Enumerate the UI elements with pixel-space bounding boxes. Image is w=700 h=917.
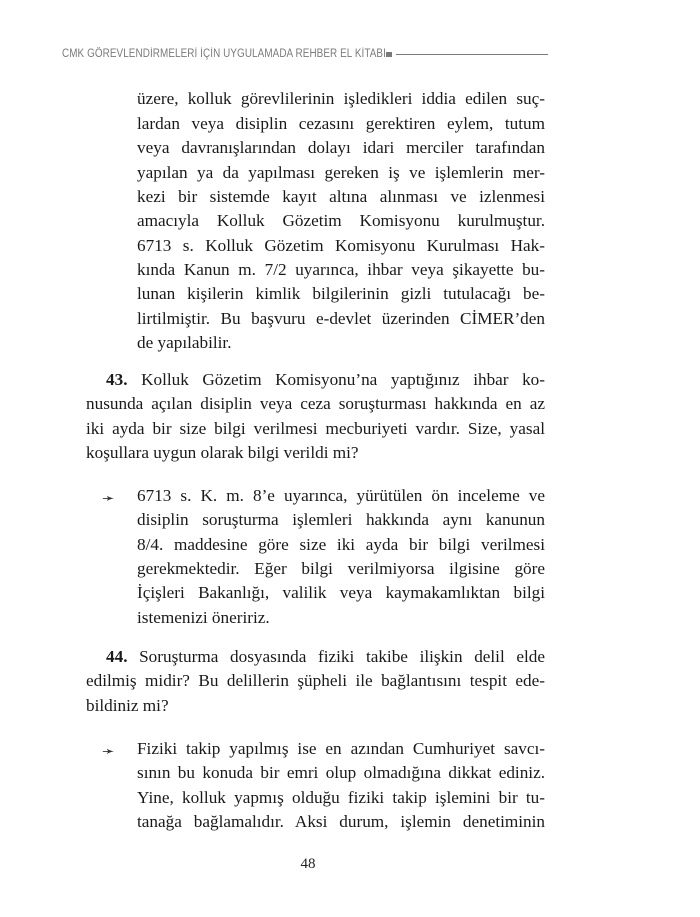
text-line: gerekmektedir. Eğer bilgi verilmiyorsa ilgisine göre bbox=[137, 559, 545, 578]
text-line: lirtilmiştir. Bu başvuru e-devlet üzerinden CİMER’den bbox=[137, 309, 545, 328]
text-line: kında Kanun m. 7/2 uyarınca, ihbar veya şikayette bu- bbox=[137, 260, 545, 279]
question-first-line: 44. Soruşturma dosyasında fiziki takibe ilişkin delil elde bbox=[106, 647, 546, 666]
question-first-line: 43. Kolluk Gözetim Komisyonu’na yaptığınız ihbar ko- bbox=[106, 370, 545, 389]
text-line: 8/4. maddesine göre size iki ayda bir bilgi verilmesi bbox=[137, 535, 545, 554]
text-line: disiplin soruşturma işlemleri hakkında aynı kanunun bbox=[137, 510, 545, 529]
text-line: Yine, kolluk yapmış olduğu fiziki takip işlemini bir tu- bbox=[137, 788, 545, 807]
text-line: İçişleri Bakanlığı, valilik veya kaymakamlıktan bilgi bbox=[137, 583, 545, 602]
text-line: koşullara uygun olarak bilgi verildi mi? bbox=[86, 443, 359, 462]
text-line: istemenizi öneririz. bbox=[137, 608, 270, 627]
text-line: 6713 s. Kolluk Gözetim Komisyonu Kurulması Hak- bbox=[137, 236, 545, 255]
text-line: lardan veya disiplin cezasını gerektiren eylem, tutum bbox=[137, 114, 545, 133]
arrow-right-icon: ➛ bbox=[102, 742, 115, 760]
text-line: bildiniz mi? bbox=[86, 696, 169, 715]
text-line: tanağa bağlamalıdır. Aksi durum, işlemin denetiminin bbox=[137, 812, 545, 831]
text-line: Fiziki takip yapılmış ise en azından Cumhuriyet savcı- bbox=[137, 739, 545, 758]
header-square-ornament bbox=[386, 52, 392, 57]
text-line: nusunda açılan disiplin veya ceza soruşturması hakkında en az bbox=[86, 394, 545, 413]
text-line: lunan kişilerin kimlik bilgilerinin gizli tutulacağı be- bbox=[137, 284, 545, 303]
arrow-right-icon: ➛ bbox=[102, 489, 115, 507]
running-header bbox=[62, 44, 548, 64]
text-line: de yapılabilir. bbox=[137, 333, 232, 352]
text-line: edilmiş midir? Bu delillerin şüpheli ile bağlantısını tespit ede- bbox=[86, 671, 545, 690]
text-line: 6713 s. K. m. 8’e uyarınca, yürütülen ön inceleme ve bbox=[137, 486, 545, 505]
text-line: iki ayda bir size bilgi verilmesi mecburiyeti vardır. Size, yasal bbox=[86, 419, 545, 438]
text-line: amacıyla Kolluk Gözetim Komisyonu kurulmuştur. bbox=[137, 211, 545, 230]
text-line: üzere, kolluk görevlilerinin işledikleri iddia edilen suç- bbox=[137, 89, 545, 108]
book-title: CMK GÖREVLENDİRMELERİ İÇİN UYGULAMADA REHBER EL KİTABI bbox=[62, 48, 386, 60]
text-line: yapılan ya da yapılması gereken iş ve işlemlerin mer- bbox=[137, 163, 545, 182]
header-rule bbox=[396, 54, 548, 55]
text-line: kezi bir sistemde kayıt altına alınması ve izlenmesi bbox=[137, 187, 545, 206]
text-line: sının bu konuda bir emri olup olmadığına dikkat ediniz. bbox=[137, 763, 545, 782]
question-number: 43. bbox=[106, 370, 128, 389]
text-line: veya davranışlarından dolayı idari merciler tarafından bbox=[137, 138, 545, 157]
question-number: 44. bbox=[106, 647, 128, 666]
page-number: 48 bbox=[300, 856, 316, 872]
